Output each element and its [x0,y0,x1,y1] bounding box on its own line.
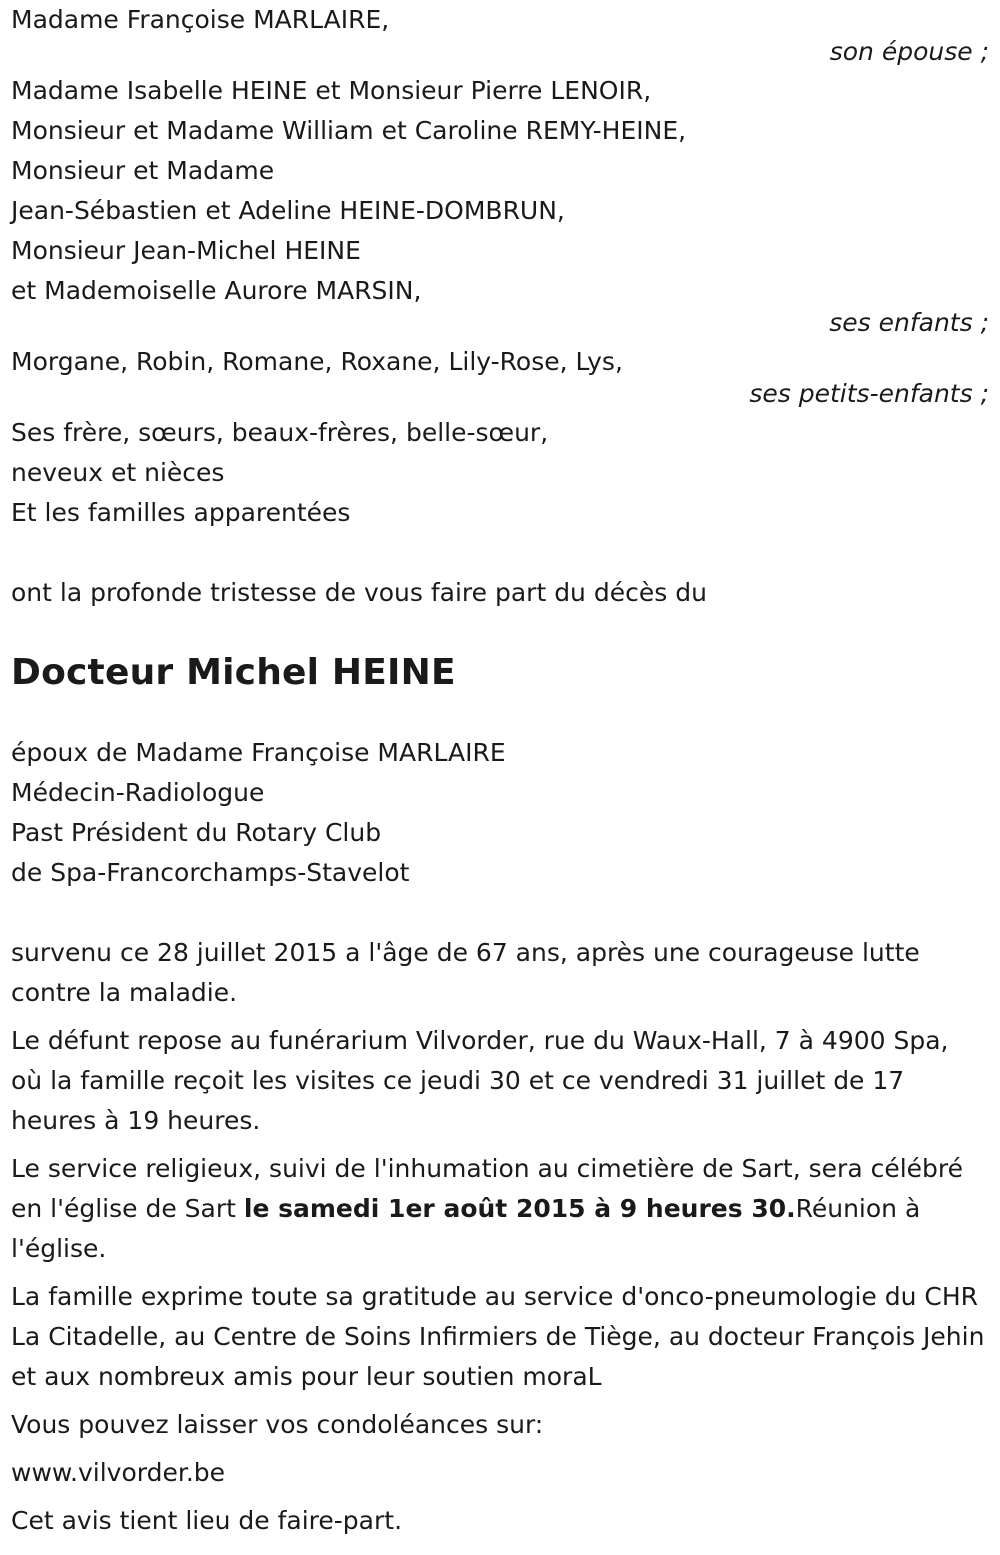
extended-family-line: neveux et nièces [11,458,225,487]
announcement-text: ont la profonde tristesse de vous faire part du décès du [11,578,707,607]
child-line: Monsieur et Madame William et Caroline REMY-HEINE, [11,116,687,145]
children-role: ses enfants ; [829,308,989,337]
child-line: et Mademoiselle Aurore MARSIN, [11,276,422,305]
visitation-info: Le défunt repose au funérarium Vilvorder, rue du Waux-Hall, 7 à 4900 Spa, où la famille reçoit les visites ce jeudi 30 et ce vendredi 31 juillet de 17 heures à 19 heures. [11,1026,949,1135]
obituary-notice [11,0,991,1541]
grandchildren-role: ses petits-enfants ; [749,379,989,408]
detail-line: de Spa-Francorchamps-Stavelot [11,858,410,887]
children-block [11,71,991,337]
spouse-block [11,0,991,66]
deceased-details [11,733,991,893]
extended-family-line: Et les familles apparentées [11,498,351,527]
spouse-role: son épouse ; [829,37,989,66]
deceased-name: Docteur Michel HEINE [11,652,456,693]
service-info [11,1149,986,1269]
website-link[interactable]: www.vilvorder.be [11,1458,226,1487]
grandchildren-names: Morgane, Robin, Romane, Roxane, Lily-Rose, Lys, [11,347,623,376]
detail-line: Médecin-Radiologue [11,778,265,807]
extended-family-line: Ses frère, sœurs, beaux-frères, belle-sœur, [11,418,549,447]
closing-text: Cet avis tient lieu de faire-part. [11,1506,403,1535]
child-line: Madame Isabelle HEINE et Monsieur Pierre LENOIR, [11,76,652,105]
death-notice: survenu ce 28 juillet 2015 a l'âge de 67 ans, après une courageuse lutte contre la maladie. [11,938,920,1007]
extended-family-block [11,413,991,533]
service-intro: Le service religieux, suivi de l'inhumation au cimetière de Sart, sera célébré en l'église de Sart [11,1154,964,1223]
service-outro: Réunion à l'église. [11,1194,921,1263]
service-date: le samedi 1er août 2015 à 9 heures 30. [243,1194,796,1223]
grandchildren-block [11,342,991,408]
child-line: Monsieur et Madame [11,156,275,185]
child-line: Monsieur Jean-Michel HEINE [11,236,361,265]
child-line: Jean-Sébastien et Adeline HEINE-DOMBRUN, [11,196,565,225]
spouse-name: Madame Françoise MARLAIRE, [11,5,390,34]
detail-line: Past Président du Rotary Club [11,818,382,847]
detail-line: époux de Madame Françoise MARLAIRE [11,738,506,767]
gratitude-text: La famille exprime toute sa gratitude au service d'onco-pneumologie du CHR La Citadelle, au Centre de Soins Infirmiers de Tiège, au docteur François Jehin et aux nombreux amis pour leur soutien moraL [11,1282,985,1391]
condolences-text: Vous pouvez laisser vos condoléances sur: [11,1410,544,1439]
